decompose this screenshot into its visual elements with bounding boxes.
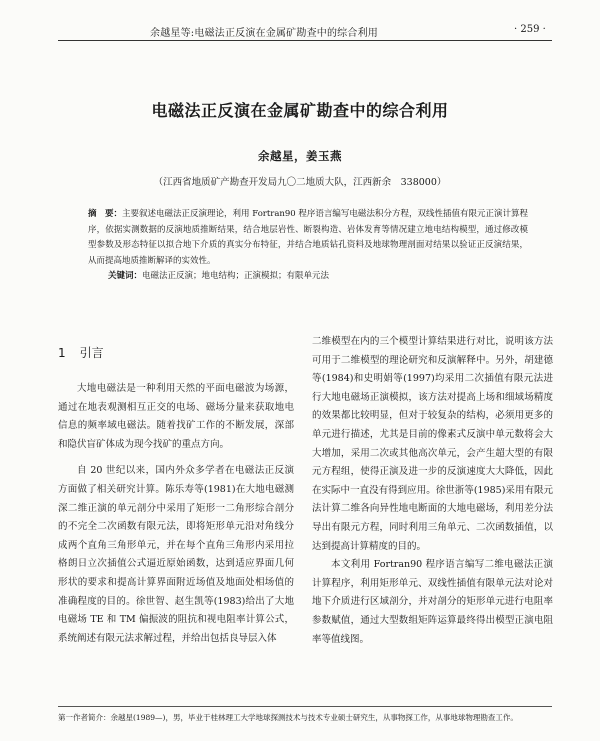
footnote-rule — [58, 706, 552, 707]
section-title: 引言 — [79, 346, 104, 360]
paragraph: 大地电磁法是一种利用天然的平面电磁波为场源，通过在地表观测相互正交的电场、磁场分量来获取地电信息的频率域电磁法。随着找矿工作的不断发展，深部和隐伏盲矿体成为现今找矿的重点方向。 — [58, 383, 294, 450]
keywords — [108, 269, 528, 283]
keywords-label: 关键词： — [108, 271, 143, 281]
section-heading — [58, 344, 104, 361]
paragraph: 自 20 世纪以来，国内外众多学者在电磁法正反演方面做了相关研究计算。陈乐寿等(1981)在大地电磁测深二维正演的单元剖分中采用了矩形一二角形综合剖分的不完全二次函数有限元法，即将矩形单元沿对角线分成两个直角三角形单元，并在每个直角三角形内采用拉格朗日立次插值公式逼近原始函数，达到适应界面几何形状的要求和提高计算界面附近场值及地面处相场值的准确程度的目的。徐世智、赵生凯等(1983)给出了大地电磁场 TE 和 TM 偏振波的阻抗和视电阻率计算公式，系统阐述有限元法求解过程，并给出包括良导层入体 — [58, 465, 294, 644]
right-column — [312, 333, 553, 649]
running-header: 余越星等:电磁法正反演在金属矿勘查中的综合利用 — [150, 28, 378, 39]
paragraph: 二维模型在内的三个模型计算结果进行对比，说明该方法可用于二维模型的理论研究和反演解释中。另外，胡建德等(1984)和史明娟等(1997)均采用二次插值有限元法进行大地电磁场正演模拟，该方法对提高上场和细域场精度的效果都比较明显，但对于较复杂的结构，必须用更多的单元进行描述，尤其是目前的像素式反演中单元数将会大大增加，采用二次或其他高次单元，会产生超大型的有限元方程组，使得正演及进一步的反演速度大大降低，因此在实际中一直没有得到应用。徐世浙等(1985)采用有限元法计算二维各向异性地电断面的大地电磁场，利用差分法导出有限元方程，同时利用三角单元、二次函数插值，以达到提高计算精度的目的。 — [312, 336, 553, 552]
footnote: 第一作者简介：余越星(1989—)，男，毕业于桂林理工大学地球探测技术与技术专业硕士研究生，从事物探工作，从事地球物理勘查工作。 — [58, 713, 518, 722]
page-number: · 259 · — [514, 24, 546, 35]
authors: 余越星，姜玉燕 — [258, 149, 342, 163]
paper-title: 电磁法正反演在金属矿勘查中的综合利用 — [151, 101, 449, 120]
abstract-text: 主要叙述电磁法正反演理论，利用 Fortran90 程序语言编写电磁法积分方程，双线性插值有限元正演计算程序，依据实测数据的反演地质推断结果，结合地层岩性、断裂构造、岩体发育等情况建立地电结构模型，通过修改模型参数及形态特征以拟合地下介质的真实分布特征，并结合地质钻孔资料及地球物理剖面对结果以验证正反演结果，从而提高地质推断解译的实效性。 — [88, 209, 528, 266]
abstract-label: 摘 要： — [88, 209, 123, 219]
keywords-text: 电磁法正反演；地电结构；正演模拟；有限单元法 — [142, 271, 330, 281]
header-rule — [58, 40, 552, 41]
abstract — [88, 207, 528, 269]
paragraph: 本文利用 Fortran90 程序语言编写二维电磁法正演计算程序，利用矩形单元、双线性插值有限单元法对论对地下介质进行区域剖分，并对剖分的矩形单元进行电阻率参数赋值，通过大型数组矩阵运算最终得出模型正演电阻率等值线图。 — [312, 559, 553, 645]
section-number: 1 — [58, 346, 66, 360]
affiliation: （江西省地质矿产勘查开发局九〇二地质大队，江西新余 338000） — [153, 177, 447, 188]
left-column — [58, 380, 294, 648]
